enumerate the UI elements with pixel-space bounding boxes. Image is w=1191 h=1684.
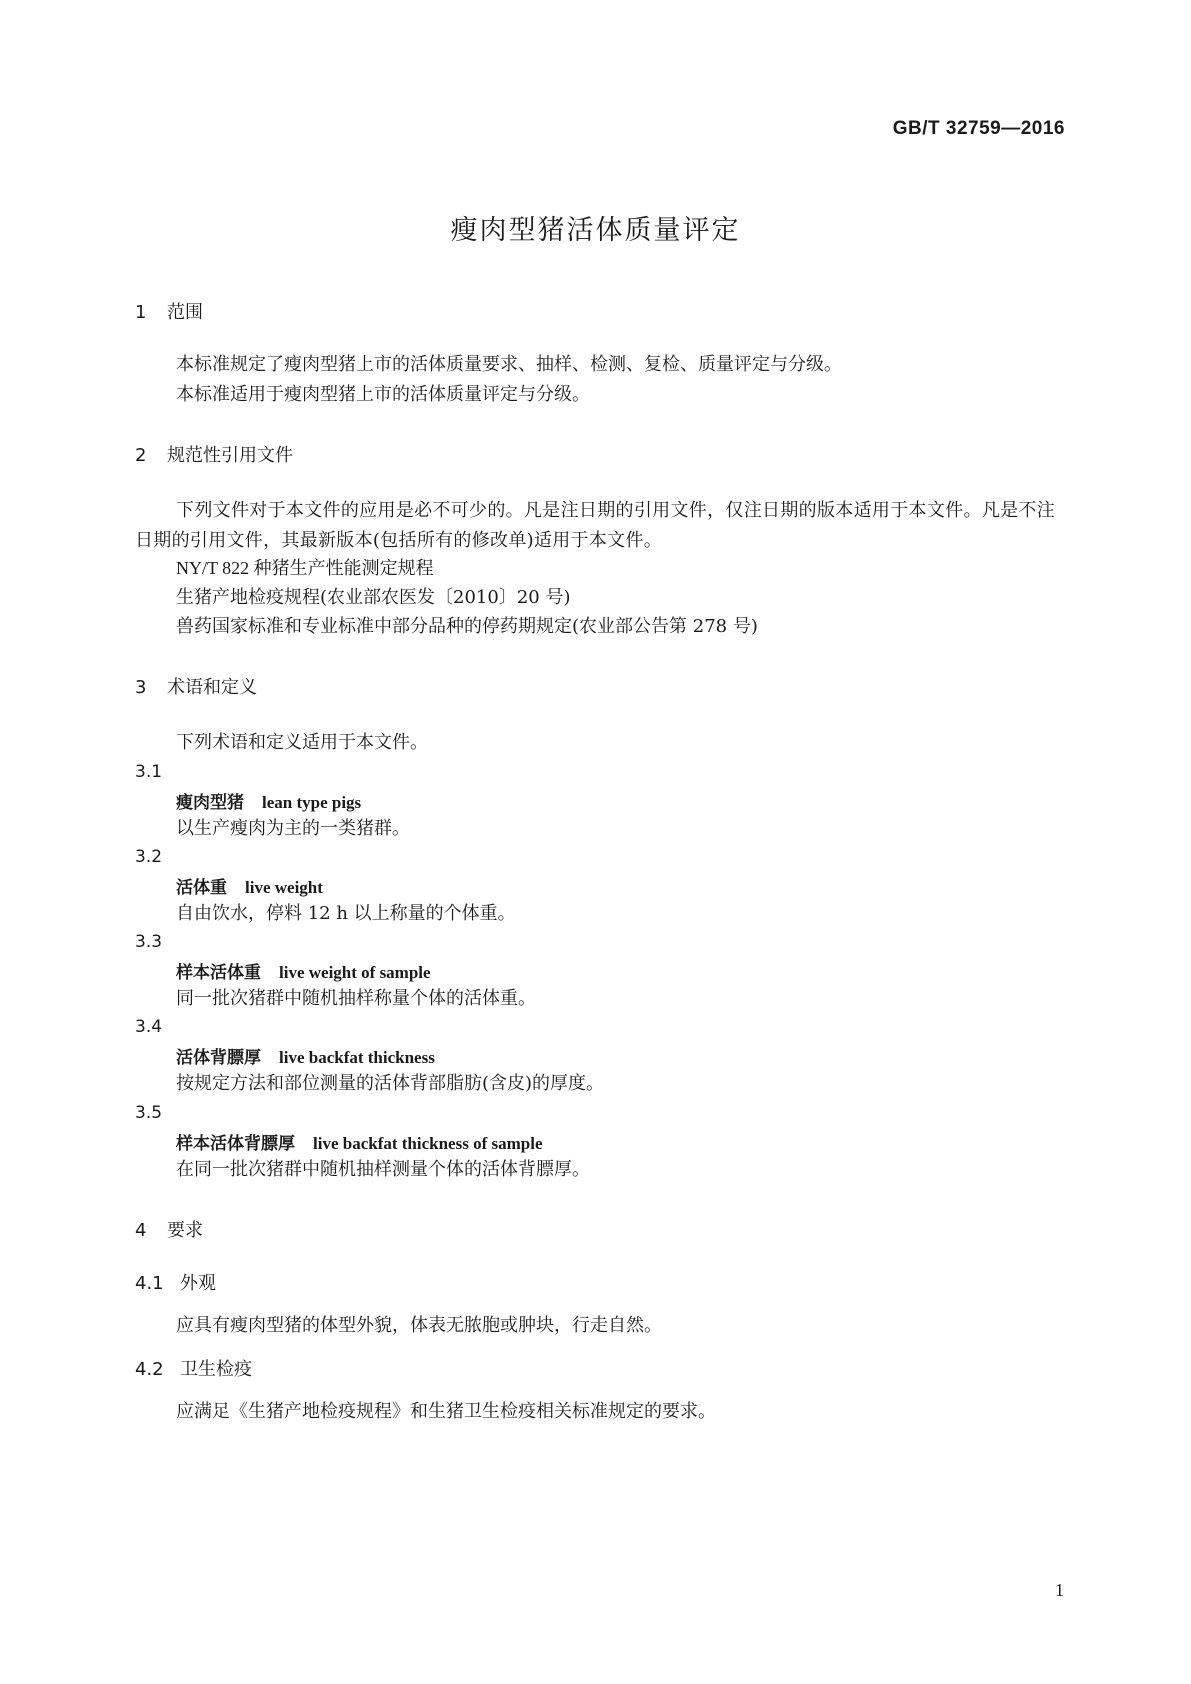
term-definition: 同一批次猪群中随机抽样称量个体的活体重。 — [176, 988, 536, 1009]
term-zh: 瘦肉型猪 — [176, 793, 244, 813]
reference-item: NY/T 822 种猪生产性能测定规程 — [176, 558, 434, 578]
reference-item: 生猪产地检疫规程(农业部农医发〔2010〕20 号) — [176, 587, 571, 608]
subsection-title: 卫生检疫 — [180, 1359, 252, 1380]
subsection-heading-quarantine — [135, 1355, 252, 1381]
section-title: 规范性引用文件 — [167, 445, 293, 466]
section-heading-normative-references — [135, 441, 293, 467]
term-number: 3.2 — [135, 847, 163, 867]
paragraph: 下列术语和定义适用于本文件。 — [176, 732, 428, 753]
section-heading-requirements — [135, 1216, 203, 1242]
subsection-title: 外观 — [180, 1273, 216, 1294]
term-zh: 活体背膘厚 — [176, 1048, 261, 1068]
term-name — [176, 873, 323, 898]
term-en: live backfat thickness — [279, 1048, 435, 1067]
term-name — [176, 1129, 543, 1154]
term-en: live weight of sample — [279, 963, 431, 982]
page-number: 1 — [1055, 1580, 1064, 1600]
term-zh: 样本活体背膘厚 — [176, 1134, 295, 1154]
term-number: 3.4 — [135, 1017, 163, 1037]
term-zh: 样本活体重 — [176, 963, 261, 983]
section-title: 要求 — [167, 1220, 203, 1241]
term-name — [176, 788, 361, 813]
term-en: lean type pigs — [262, 793, 362, 812]
subsection-number: 4.1 — [135, 1273, 164, 1294]
section-heading-terms — [135, 673, 257, 699]
term-en: live backfat thickness of sample — [313, 1134, 543, 1153]
term-definition: 按规定方法和部位测量的活体背部脂肪(含皮)的厚度。 — [176, 1073, 605, 1094]
section-title: 范围 — [167, 302, 203, 323]
section-number: 3 — [135, 677, 147, 698]
section-number: 1 — [135, 302, 147, 323]
term-en: live weight — [245, 878, 323, 897]
section-title: 术语和定义 — [167, 677, 257, 698]
paragraph: 本标准适用于瘦肉型猪上市的活体质量评定与分级。 — [176, 384, 590, 405]
term-name — [176, 958, 431, 983]
standard-code: GB/T 32759—2016 — [892, 118, 1065, 139]
term-zh: 活体重 — [176, 878, 227, 898]
term-number: 3.1 — [135, 762, 163, 782]
section-number: 4 — [135, 1220, 147, 1241]
term-definition: 以生产瘦肉为主的一类猪群。 — [176, 818, 410, 839]
subsection-number: 4.2 — [135, 1359, 164, 1380]
subsection-heading-appearance — [135, 1269, 216, 1295]
paragraph: 下列文件对于本文件的应用是必不可少的。凡是注日期的引用文件，仅注日期的版本适用于本文件。凡是不注日期的引用文件，其最新版本(包括所有的修改单)适用于本文件。 — [135, 500, 1055, 551]
section-heading-scope — [135, 298, 203, 324]
term-name — [176, 1043, 435, 1068]
section-number: 2 — [135, 445, 147, 466]
term-number: 3.5 — [135, 1103, 163, 1123]
document-title: 瘦肉型猪活体质量评定 — [450, 215, 741, 246]
term-definition: 在同一批次猪群中随机抽样测量个体的活体背膘厚。 — [176, 1159, 590, 1180]
paragraph: 应具有瘦肉型猪的体型外貌，体表无脓胞或肿块，行走自然。 — [176, 1315, 662, 1336]
reference-item: 兽药国家标准和专业标准中部分品种的停药期规定(农业部公告第 278 号) — [176, 616, 758, 637]
paragraph: 应满足《生猪产地检疫规程》和生猪卫生检疫相关标准规定的要求。 — [176, 1401, 716, 1422]
term-number: 3.3 — [135, 932, 163, 952]
paragraph: 本标准规定了瘦肉型猪上市的活体质量要求、抽样、检测、复检、质量评定与分级。 — [176, 354, 842, 375]
term-definition: 自由饮水，停料 12 h 以上称量的个体重。 — [176, 903, 516, 924]
